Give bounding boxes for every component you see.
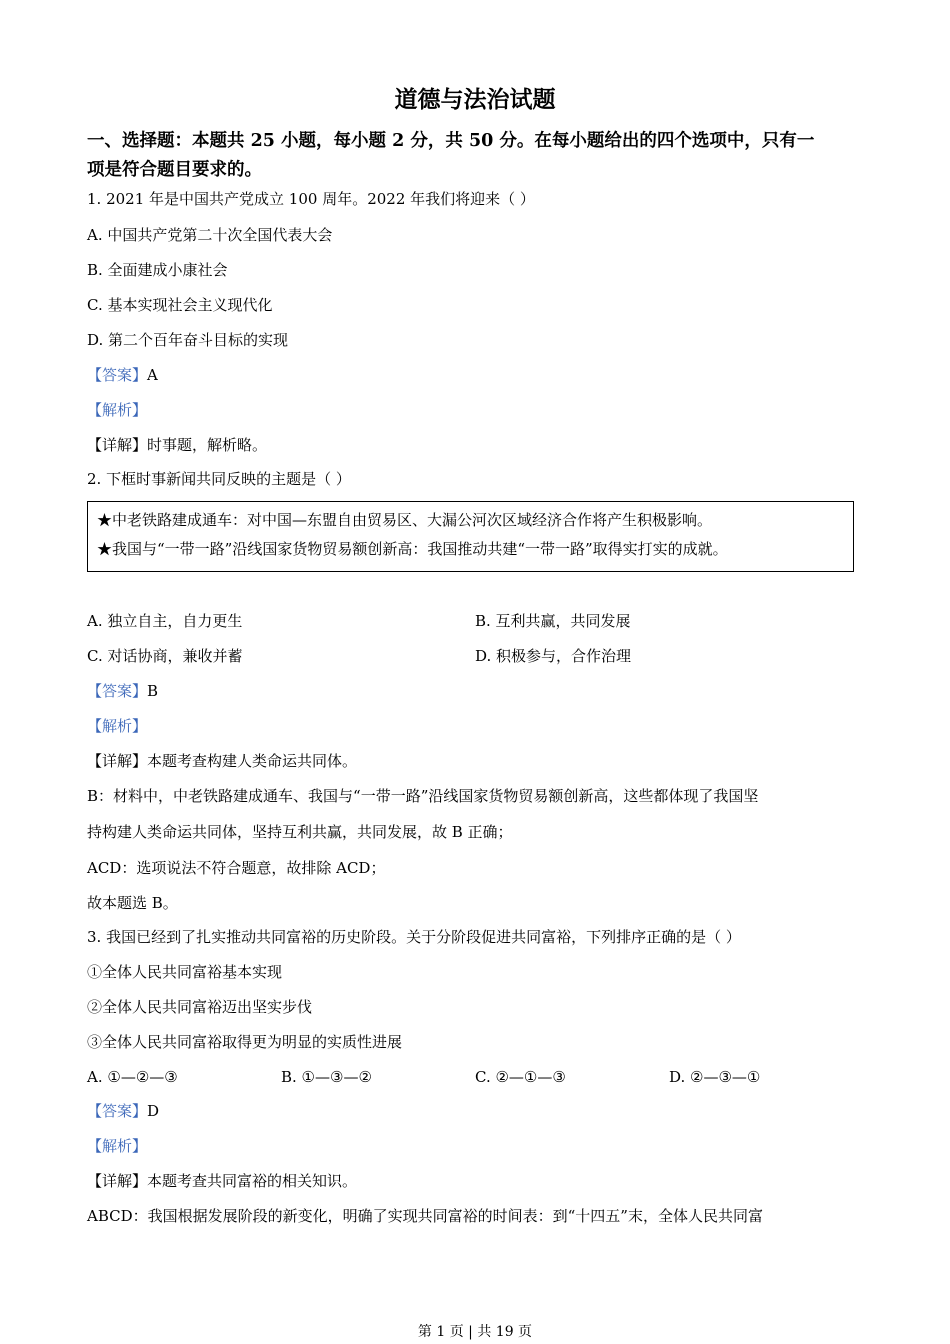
q3-option-b: B. ①—③—② [281, 1068, 372, 1086]
q3-option-a: A. ①—②—③ [87, 1068, 178, 1086]
q2-option-c: C. 对话协商，兼收并蓄 [87, 647, 243, 665]
answer-tag: 【答案】 [87, 366, 148, 384]
q1-detail: 【详解】时事题，解析略。 [87, 436, 268, 454]
news-item-2: ★我国与“一带一路”沿线国家货物贸易额创新高：我国推动共建“一带一路”取得实打实的成就。 [97, 540, 728, 558]
q2-explain-line: B：材料中，中老铁路建成通车、我国与“一带一路”沿线国家货物贸易额创新高，这些都体现了我国坚 [87, 787, 759, 805]
q1-analysis-tag: 【解析】 [87, 401, 148, 419]
q2-option-a: A. 独立自主，自力更生 [87, 612, 243, 630]
page-title: 道德与法治试题 [394, 86, 556, 113]
q1-option-c: C. 基本实现社会主义现代化 [87, 296, 273, 314]
q3-option-c: C. ②—①—③ [475, 1068, 566, 1086]
q1-answer [87, 364, 158, 386]
page-footer: 第 1 页 | 共 19 页 [417, 1324, 533, 1340]
q2-stem: 2. 下框时事新闻共同反映的主题是（ ） [87, 470, 351, 488]
q1-stem: 1. 2021 年是中国共产党成立 100 周年。2022 年我们将迎来（ ） [87, 190, 535, 208]
q3-answer [87, 1100, 159, 1122]
section-heading-line-2: 项是符合题目要求的。 [87, 160, 262, 180]
q2-option-d: D. 积极参与，合作治理 [475, 647, 632, 665]
answer-tag: 【答案】 [87, 1102, 148, 1120]
section-heading [87, 127, 867, 185]
q2-detail: 【详解】本题考查构建人类命运共同体。 [87, 752, 358, 770]
q3-item-1: ①全体人民共同富裕基本实现 [87, 963, 283, 981]
q3-analysis-tag: 【解析】 [87, 1137, 148, 1155]
news-item-1: ★中老铁路建成通车：对中国—东盟自由贸易区、大漏公河次区域经济合作将产生积极影响。 [97, 511, 713, 529]
q2-option-b: B. 互利共赢，共同发展 [475, 612, 631, 630]
q3-item-2: ②全体人民共同富裕迈出坚实步伐 [87, 998, 313, 1016]
q1-option-b: B. 全面建成小康社会 [87, 261, 228, 279]
answer-tag: 【答案】 [87, 682, 148, 700]
section-heading-line-1: 一、选择题：本题共 25 小题，每小题 2 分，共 50 分。在每小题给出的四个选项中，只有一 [87, 131, 815, 151]
q1-option-d: D. 第二个百年奋斗目标的实现 [87, 331, 289, 349]
q3-option-d: D. ②—③—① [669, 1068, 761, 1086]
q3-stem: 3. 我国已经到了扎实推动共同富裕的历史阶段。关于分阶段促进共同富裕，下列排序正确的是（ ） [87, 928, 741, 946]
q3-item-3: ③全体人民共同富裕取得更为明显的实质性进展 [87, 1033, 403, 1051]
answer-value: D [147, 1102, 160, 1120]
q2-answer [87, 680, 158, 702]
q3-detail: 【详解】本题考查共同富裕的相关知识。 [87, 1172, 358, 1190]
q3-explain-line: ABCD：我国根据发展阶段的新变化，明确了实现共同富裕的时间表：到“十四五”末，全体人民共同富 [87, 1207, 763, 1225]
q1-option-a: A. 中国共产党第二十次全国代表大会 [87, 226, 333, 244]
q2-explain-line: ACD：选项说法不符合题意，故排除 ACD； [87, 859, 386, 877]
news-box [87, 501, 854, 572]
q2-explain-line: 持构建人类命运共同体，坚持互利共赢，共同发展，故 B 正确； [87, 823, 513, 841]
answer-value: B [147, 682, 159, 700]
q2-explain-line: 故本题选 B。 [87, 894, 178, 912]
q2-analysis-tag: 【解析】 [87, 717, 148, 735]
answer-value: A [147, 366, 158, 384]
